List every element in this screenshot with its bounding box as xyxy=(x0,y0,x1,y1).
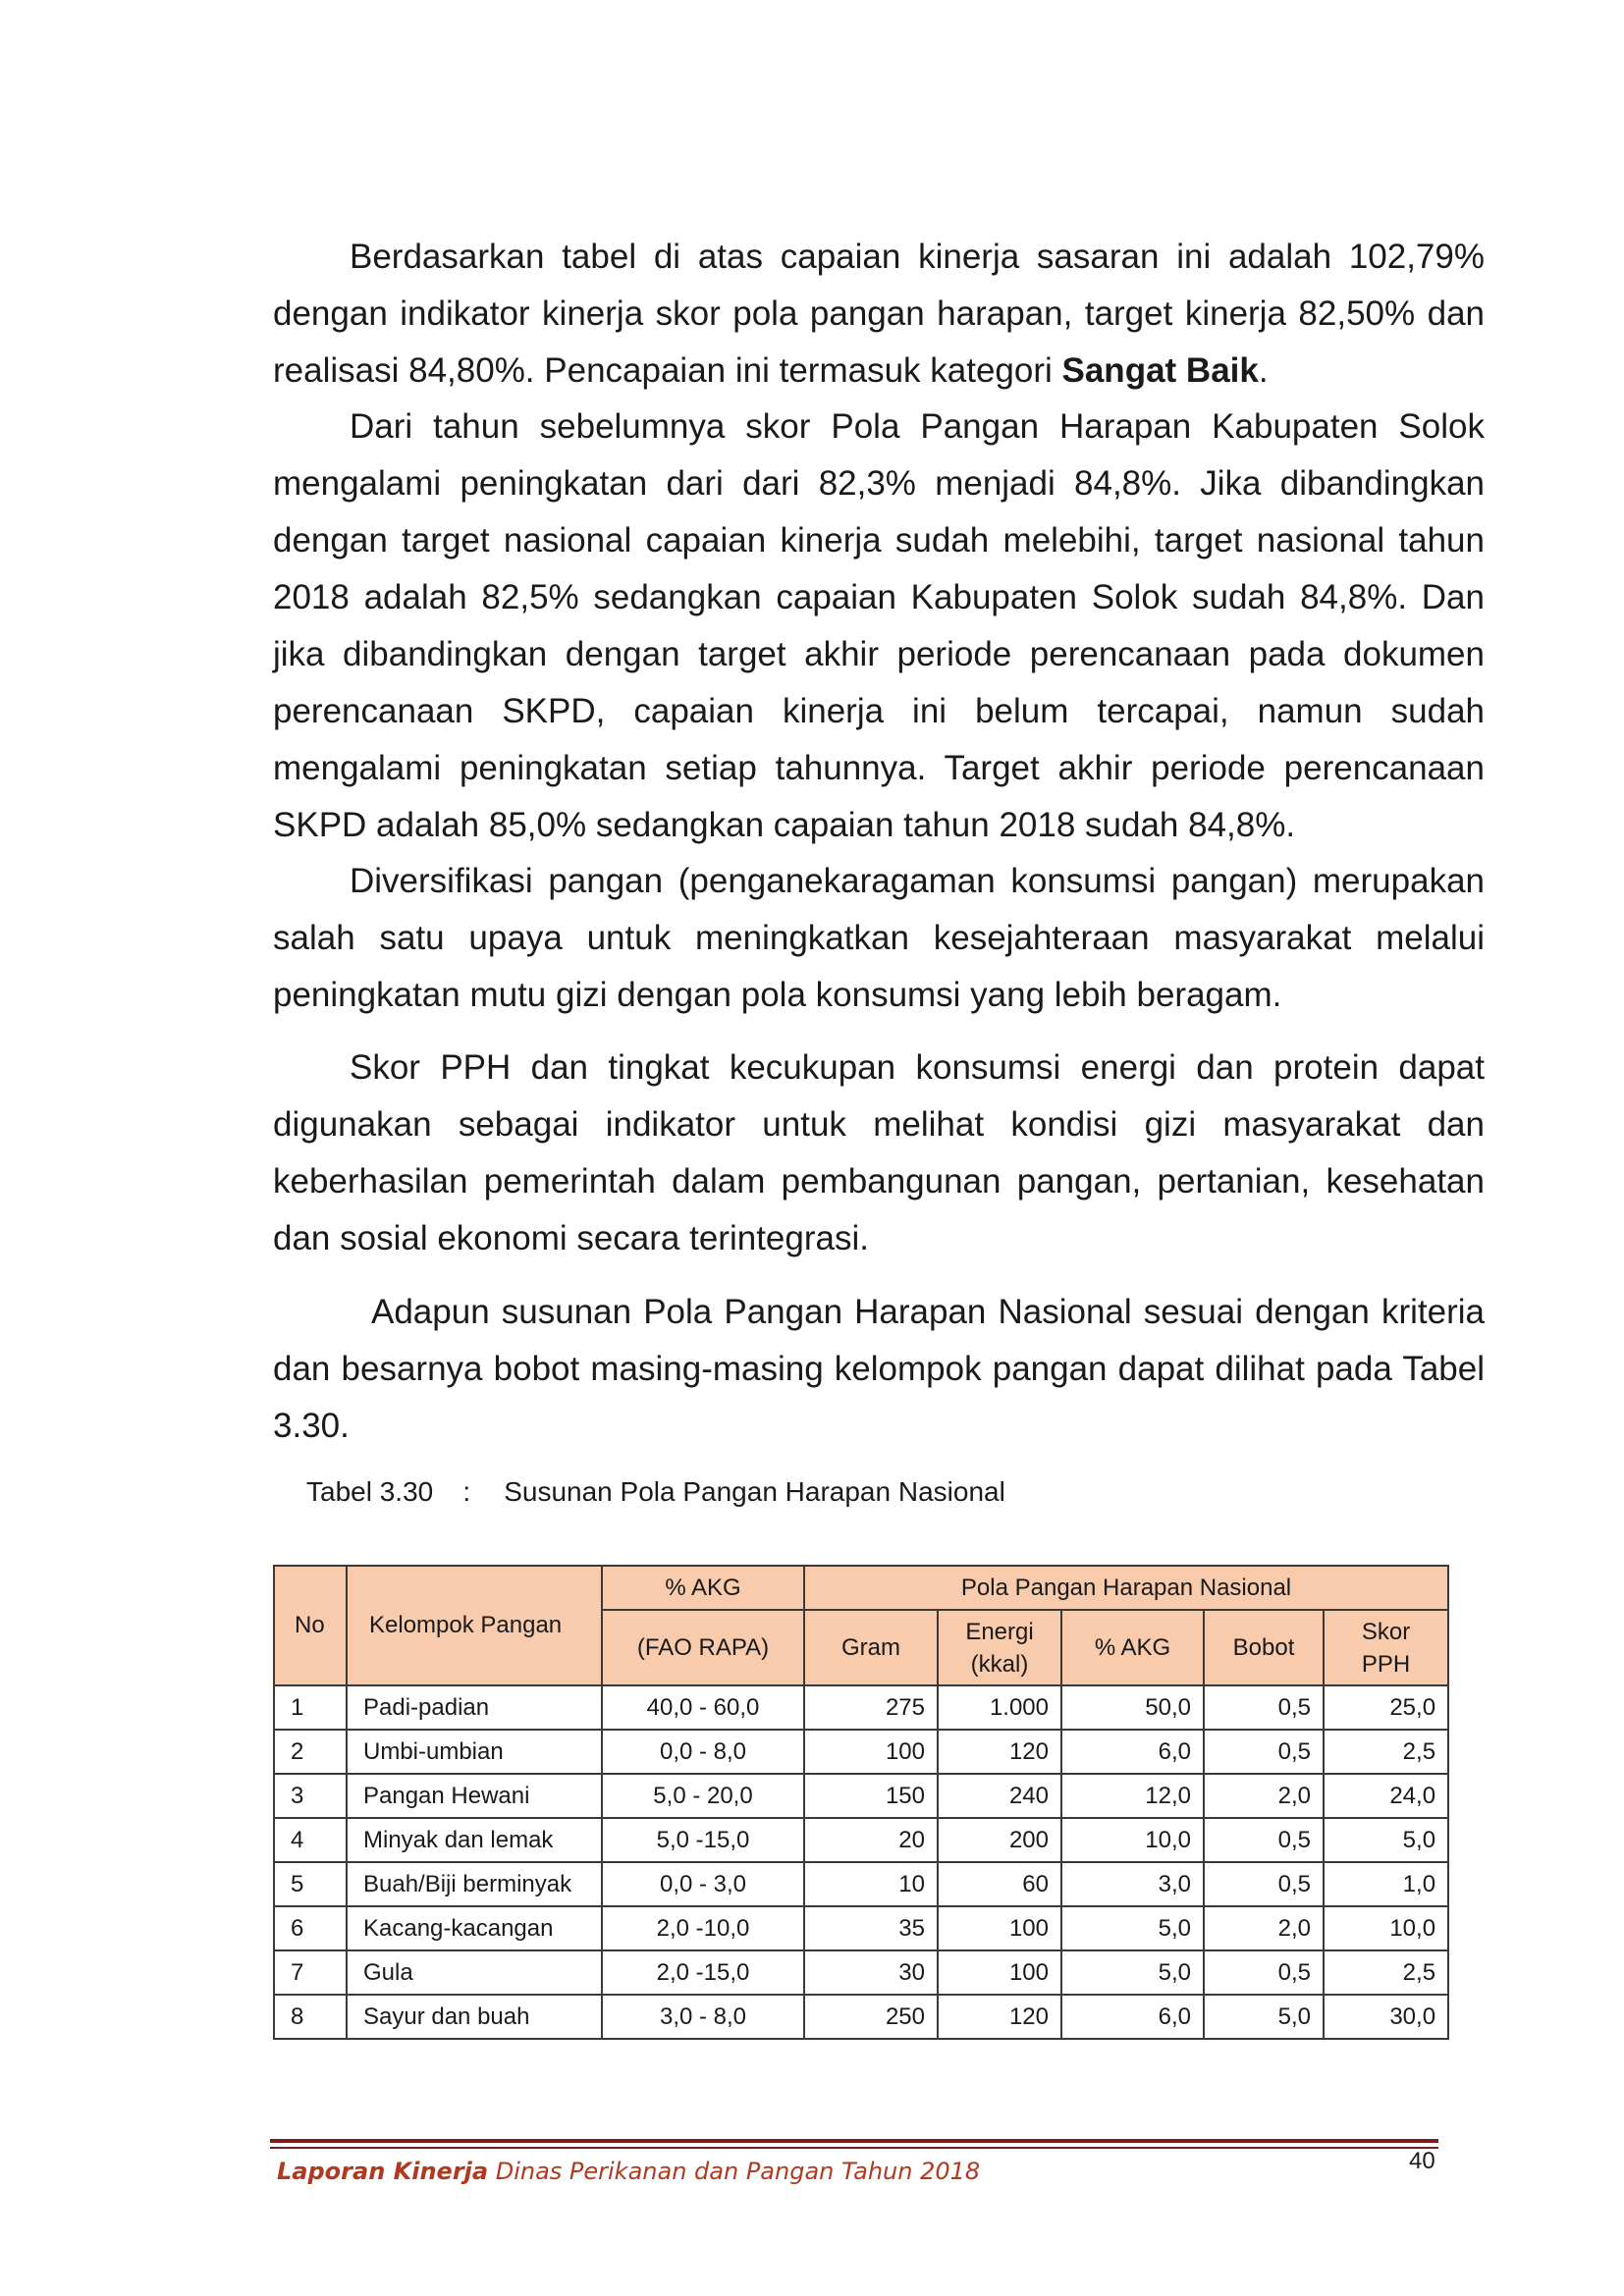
cell-pct-akg: 5,0 xyxy=(1061,1950,1204,1995)
cell-kelompok: Minyak dan lemak xyxy=(347,1818,602,1862)
cell-gram: 35 xyxy=(804,1906,938,1950)
header-fao-rapa: (FAO RAPA) xyxy=(602,1610,804,1685)
header-gram: Gram xyxy=(804,1610,938,1685)
cell-akg: 5,0 -15,0 xyxy=(602,1818,804,1862)
paragraph-susunan-pph: Adapun susunan Pola Pangan Harapan Nasional sesuai dengan kriteria dan besarnya bobot masing-masing kelompok pangan dapat dilihat pada Tabel 3.30. xyxy=(273,1293,1485,1445)
paragraph-capaian-text: Berdasarkan tabel di atas capaian kinerja sasaran ini adalah 102,79% dengan indikator kinerja skor pola pangan harapan, target kinerja 82,50% dan realisasi 84,80%. Pencapaian ini termasuk kategori xyxy=(273,238,1485,390)
cell-akg: 5,0 - 20,0 xyxy=(602,1774,804,1818)
footer-rule xyxy=(270,2139,1438,2149)
cell-gram: 20 xyxy=(804,1818,938,1862)
header-pct-akg: % AKG xyxy=(1061,1610,1204,1685)
cell-no: 2 xyxy=(274,1730,347,1774)
paragraph-capaian xyxy=(273,229,1485,400)
cell-gram: 10 xyxy=(804,1862,938,1906)
cell-bobot: 0,5 xyxy=(1204,1818,1324,1862)
header-akg: % AKG xyxy=(602,1566,804,1610)
paragraph-indikator-gizi: Skor PPH dan tingkat kecukupan konsumsi energi dan protein dapat digunakan sebagai indikator untuk melihat kondisi gizi masyarakat dan keberhasilan pemerintah dalam pembangunan pangan, pertanian, kesehatan dan sosial ekonomi secara terintegrasi. xyxy=(273,1048,1485,1257)
cell-skor: 10,0 xyxy=(1324,1906,1448,1950)
cell-energi: 240 xyxy=(938,1774,1061,1818)
cell-pct-akg: 50,0 xyxy=(1061,1685,1204,1730)
cell-kelompok: Buah/Biji berminyak xyxy=(347,1862,602,1906)
cell-pct-akg: 3,0 xyxy=(1061,1862,1204,1906)
footer-title xyxy=(277,2158,980,2185)
cell-energi: 100 xyxy=(938,1950,1061,1995)
paragraph-diversifikasi: Diversifikasi pangan (penganekaragaman konsumsi pangan) merupakan salah satu upaya untuk meningkatkan kesejahteraan masyarakat melalui peningkatan mutu gizi dengan pola konsumsi yang lebih beragam. xyxy=(273,862,1485,1014)
cell-kelompok: Kacang-kacangan xyxy=(347,1906,602,1950)
cell-gram: 100 xyxy=(804,1730,938,1774)
cell-energi: 200 xyxy=(938,1818,1061,1862)
cell-energi: 120 xyxy=(938,1730,1061,1774)
cell-skor: 2,5 xyxy=(1324,1730,1448,1774)
cell-energi: 60 xyxy=(938,1862,1061,1906)
table-caption-label: Tabel 3.30 xyxy=(306,1476,434,1507)
header-no: No xyxy=(274,1566,347,1685)
header-bobot: Bobot xyxy=(1204,1610,1324,1685)
cell-gram: 150 xyxy=(804,1774,938,1818)
cell-kelompok: Umbi-umbian xyxy=(347,1730,602,1774)
cell-skor: 2,5 xyxy=(1324,1950,1448,1995)
cell-bobot: 2,0 xyxy=(1204,1906,1324,1950)
cell-skor: 5,0 xyxy=(1324,1818,1448,1862)
cell-bobot: 0,5 xyxy=(1204,1862,1324,1906)
footer-title-rest: Dinas Perikanan dan Pangan Tahun 2018 xyxy=(488,2158,981,2185)
cell-pct-akg: 5,0 xyxy=(1061,1906,1204,1950)
table-row xyxy=(274,1730,1448,1774)
cell-no: 5 xyxy=(274,1862,347,1906)
cell-bobot: 0,5 xyxy=(1204,1685,1324,1730)
cell-bobot: 5,0 xyxy=(1204,1995,1324,2039)
cell-energi: 120 xyxy=(938,1995,1061,2039)
table-row xyxy=(274,1774,1448,1818)
cell-akg: 0,0 - 8,0 xyxy=(602,1730,804,1774)
cell-energi: 1.000 xyxy=(938,1685,1061,1730)
table-caption-separator: : xyxy=(462,1476,471,1507)
cell-skor: 1,0 xyxy=(1324,1862,1448,1906)
header-energi-label: Energi xyxy=(965,1618,1034,1645)
table-caption xyxy=(306,1472,1005,1512)
cell-no: 8 xyxy=(274,1995,347,2039)
cell-kelompok: Padi-padian xyxy=(347,1685,602,1730)
table-row xyxy=(274,1906,1448,1950)
header-energi xyxy=(938,1610,1061,1685)
cell-kelompok: Gula xyxy=(347,1950,602,1995)
table-row xyxy=(274,1818,1448,1862)
paragraph-capaian-end: . xyxy=(1258,351,1269,390)
kategori-sangat-baik: Sangat Baik xyxy=(1061,351,1259,390)
cell-akg: 0,0 - 3,0 xyxy=(602,1862,804,1906)
cell-pct-akg: 6,0 xyxy=(1061,1730,1204,1774)
cell-akg: 3,0 - 8,0 xyxy=(602,1995,804,2039)
header-energi-unit: (kkal) xyxy=(970,1650,1029,1678)
cell-gram: 250 xyxy=(804,1995,938,2039)
table-row xyxy=(274,1950,1448,1995)
cell-no: 4 xyxy=(274,1818,347,1862)
footer-title-bold: Laporan Kinerja xyxy=(277,2158,489,2185)
cell-akg: 2,0 -10,0 xyxy=(602,1906,804,1950)
header-pph-nasional: Pola Pangan Harapan Nasional xyxy=(804,1566,1448,1610)
cell-no: 6 xyxy=(274,1906,347,1950)
header-kelompok-pangan: Kelompok Pangan xyxy=(347,1566,602,1685)
table-row xyxy=(274,1862,1448,1906)
cell-skor: 30,0 xyxy=(1324,1995,1448,2039)
pph-table xyxy=(273,1565,1449,2040)
cell-kelompok: Pangan Hewani xyxy=(347,1774,602,1818)
cell-energi: 100 xyxy=(938,1906,1061,1950)
table-row xyxy=(274,1995,1448,2039)
cell-pct-akg: 6,0 xyxy=(1061,1995,1204,2039)
cell-akg: 40,0 - 60,0 xyxy=(602,1685,804,1730)
paragraph-skor-pph: Dari tahun sebelumnya skor Pola Pangan Harapan Kabupaten Solok mengalami peningkatan dari dari 82,3% menjadi 84,8%. Jika dibandingkan dengan target nasional capaian kinerja sudah melebihi, target nasional tahun 2018 adalah 82,5% sedangkan capaian Kabupaten Solok sudah 84,8%. Dan jika dibandingkan dengan target akhir periode perencanaan pada dokumen perencanaan SKPD, capaian kinerja ini belum tercapai, namun sudah mengalami peningkatan setiap tahunnya. Target akhir periode perencanaan SKPD adalah 85,0% sedangkan capaian tahun 2018 sudah 84,8%. xyxy=(273,407,1485,844)
cell-pct-akg: 10,0 xyxy=(1061,1818,1204,1862)
cell-no: 3 xyxy=(274,1774,347,1818)
header-skor-pph: Skor PPH xyxy=(1324,1610,1448,1685)
cell-skor: 24,0 xyxy=(1324,1774,1448,1818)
cell-no: 1 xyxy=(274,1685,347,1730)
cell-bobot: 2,0 xyxy=(1204,1774,1324,1818)
cell-bobot: 0,5 xyxy=(1204,1950,1324,1995)
cell-kelompok: Sayur dan buah xyxy=(347,1995,602,2039)
page-number: 40 xyxy=(1409,2148,1435,2174)
cell-gram: 275 xyxy=(804,1685,938,1730)
cell-akg: 2,0 -15,0 xyxy=(602,1950,804,1995)
cell-pct-akg: 12,0 xyxy=(1061,1774,1204,1818)
table-row xyxy=(274,1685,1448,1730)
cell-skor: 25,0 xyxy=(1324,1685,1448,1730)
cell-bobot: 0,5 xyxy=(1204,1730,1324,1774)
cell-gram: 30 xyxy=(804,1950,938,1995)
cell-no: 7 xyxy=(274,1950,347,1995)
table-caption-title: Susunan Pola Pangan Harapan Nasional xyxy=(504,1476,1005,1507)
